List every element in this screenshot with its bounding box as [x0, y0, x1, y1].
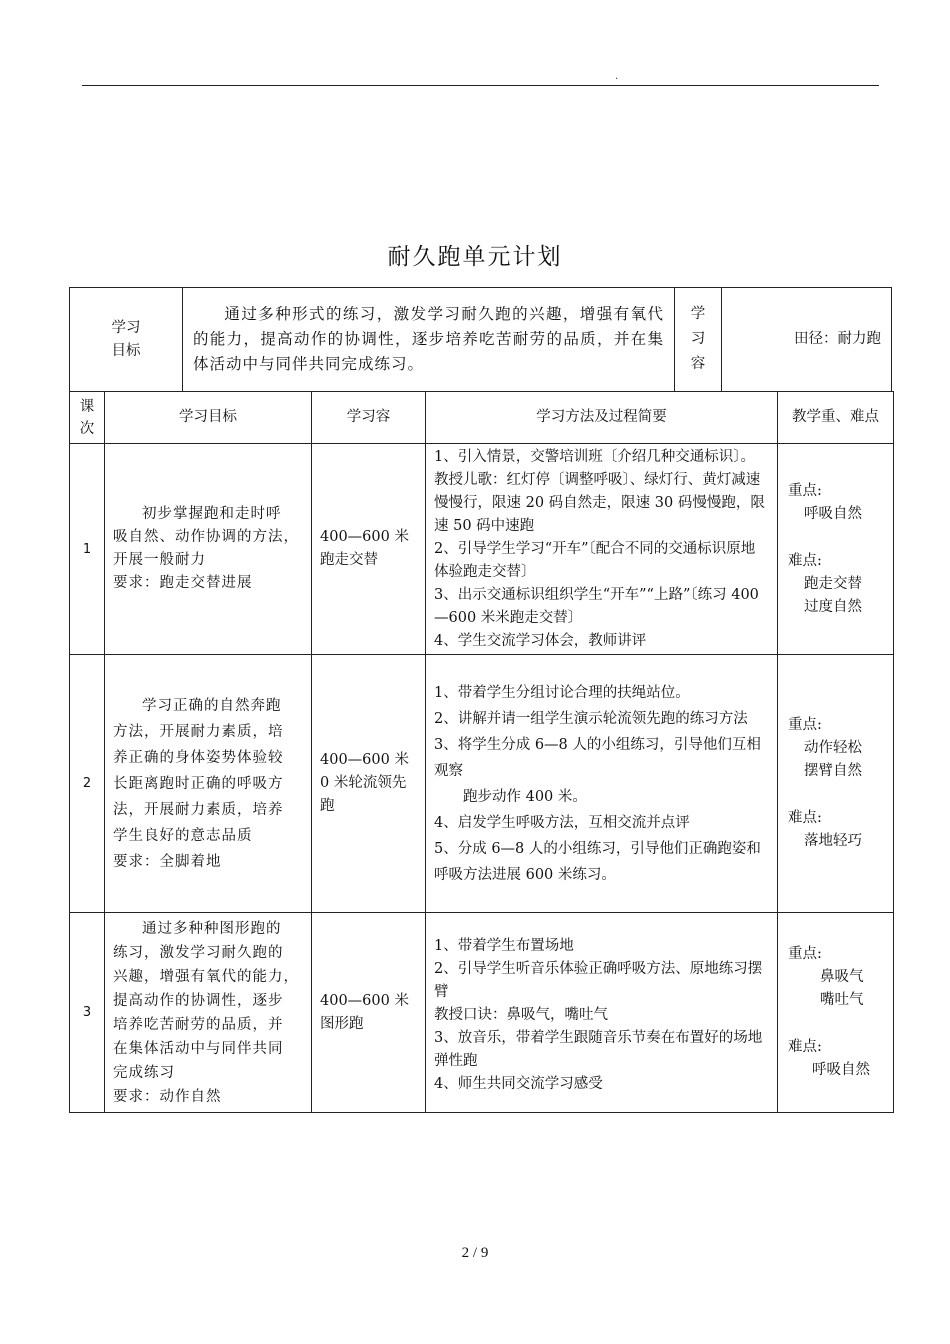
- difficulty-value: 跑走交替: [804, 575, 862, 592]
- lesson-goal: [105, 444, 312, 655]
- goal-line: 初步掌握跑和走时呼: [142, 506, 282, 522]
- lesson-number: 2: [70, 655, 105, 913]
- goal-text-content: 通过多种形式的练习，激发学习耐久跑的兴趣，增强有氧代的能力，提高动作的协调性，逐步培养吃苦耐劳的品质，并在集体活动中与同伴共同完成练习。: [193, 305, 664, 373]
- difficulty-label: 难点:: [788, 552, 822, 569]
- step-item: 2、讲解并请一组学生演示轮流领先跑的练习方法: [434, 710, 748, 727]
- step-item: 1、带着学生分组讨论合理的扶绳站位。: [434, 684, 690, 701]
- header-lesson-1: 课: [79, 398, 95, 415]
- header-key: 教学重、难点: [778, 392, 894, 444]
- goal-line: 完成练习: [113, 1064, 175, 1081]
- content-line: 跑走交替: [320, 552, 378, 568]
- lesson-number: 3: [70, 913, 105, 1113]
- header-goal: 学习目标: [105, 392, 312, 444]
- content-line: 图形跑: [320, 1015, 364, 1032]
- header-rule: [82, 85, 879, 86]
- lesson-content: [312, 913, 426, 1113]
- goal-line: 学习正确的自然奔跑: [142, 697, 282, 714]
- step-item: 1、引入情景，交警培训班〔介绍几种交通标识〕。教授儿歌：红灯停〔调整呼吸〕、绿灯行、黄灯减速慢慢行，限速 20 码自然走，限速 30 码慢慢跑，限速 50 码中速跑: [434, 448, 765, 534]
- goal-line: 法，开展耐力素质，培养: [113, 801, 284, 818]
- content-line: 400—600 米: [320, 992, 409, 1009]
- header-method: 学习方法及过程简要: [426, 392, 778, 444]
- header-content: 学习容: [312, 392, 426, 444]
- content-label-3: 容: [690, 356, 706, 372]
- difficulty-value: 过度自然: [804, 598, 862, 615]
- key-value: 嘴吐气: [820, 992, 864, 1008]
- step-item: 4、学生交流学习体会，教师讲评: [434, 632, 647, 649]
- difficulty-label: 难点:: [788, 1039, 822, 1055]
- step-item: 5、分成 6—8 人的小组练习，引导他们正确跑姿和呼吸方法进展 600 米练习。: [434, 840, 761, 883]
- table-row: [70, 913, 894, 1113]
- lesson-content: [312, 655, 426, 913]
- header-row: [70, 392, 894, 444]
- difficulty-value: 落地轻巧: [804, 833, 862, 849]
- content-line: 0 米轮流领先: [320, 775, 407, 791]
- goal-line: 培养吃苦耐劳的品质，并: [113, 1016, 284, 1033]
- content-label-1: 学: [690, 306, 706, 322]
- table-row: [70, 444, 894, 655]
- header-lesson: [70, 392, 105, 444]
- lesson-content: [312, 444, 426, 655]
- lesson-steps: [426, 655, 778, 913]
- difficulty-value: 呼吸自然: [812, 1062, 870, 1078]
- goal-line: 开展一般耐力: [113, 552, 206, 568]
- step-item: 3、将学生分成 6—8 人的小组练习，引导他们互相观察: [434, 736, 761, 779]
- lesson-keypoints: [778, 655, 894, 913]
- step-item: 4、启发学生呼吸方法，互相交流并点评: [434, 814, 690, 831]
- goal-line: 练习，激发学习耐久跑的: [113, 944, 284, 961]
- step-item: 2、引导学生听音乐体验正确呼吸方法、原地练习摆臂: [434, 961, 763, 1000]
- table-row: [70, 655, 894, 913]
- page-title: 耐久跑单元计划: [387, 244, 563, 270]
- lesson-goal: [105, 913, 312, 1113]
- lesson-keypoints: [778, 913, 894, 1113]
- goal-line: 要求：动作自然: [113, 1088, 222, 1105]
- step-item: 教授口诀：鼻吸气，嘴吐气: [434, 1007, 608, 1023]
- lesson-steps: [426, 913, 778, 1113]
- goal-text: [183, 302, 674, 377]
- goal-line: 长距离跑时正确的呼吸方: [113, 775, 284, 792]
- lesson-table: [69, 391, 894, 1113]
- content-label-cell: [675, 288, 722, 392]
- goal-line: 要求：跑走交替进展: [113, 575, 253, 591]
- summary-row: [70, 288, 892, 392]
- key-value: 鼻吸气: [820, 969, 864, 985]
- step-item: 3、出示交通标识组织学生“开车”“上路”〔练习 400—600 米米跑走交替〕: [434, 586, 759, 626]
- goal-line: 学生良好的意志品质: [113, 827, 253, 844]
- goal-line: 在集体活动中与同伴共同: [113, 1040, 284, 1057]
- goal-line: 兴趣，增强有氧代的能力，: [113, 968, 299, 985]
- key-label: 重点:: [788, 946, 822, 962]
- goal-label-2: 目标: [111, 342, 141, 359]
- step-item: 2、引导学生学习“开车”〔配合不同的交通标识原地体验跑走交替〕: [434, 540, 756, 580]
- key-value: 动作轻松: [804, 740, 862, 756]
- header-dot: .: [615, 71, 619, 82]
- content-line: 400—600 米: [320, 529, 409, 545]
- difficulty-label: 难点:: [788, 810, 822, 826]
- header-lesson-2: 次: [79, 420, 95, 437]
- key-value: 摆臂自然: [804, 763, 862, 779]
- key-value: 呼吸自然: [804, 505, 862, 522]
- goal-line: 要求：全脚着地: [113, 853, 222, 870]
- step-item: 4、师生共同交流学习感受: [434, 1076, 603, 1092]
- goal-line: 通过多种种图形跑的: [142, 920, 282, 937]
- goal-line: 提高动作的协调性，逐步: [113, 992, 284, 1009]
- content-line: 400—600 米: [320, 752, 409, 768]
- step-item: 1、带着学生布置场地: [434, 938, 574, 954]
- page-number: 2 / 9: [461, 1245, 489, 1261]
- goal-line: 方法，开展耐力素质，培: [113, 723, 284, 740]
- content-label-2: 习: [690, 331, 706, 347]
- content-value-cell: [722, 288, 892, 392]
- content-value: 田径：耐力跑: [794, 331, 881, 347]
- summary-table: [69, 287, 892, 392]
- step-item: 跑步动作 400 米。: [463, 788, 587, 805]
- goal-label-cell: [70, 288, 183, 392]
- lesson-goal: [105, 655, 312, 913]
- step-item: 3、放音乐，带着学生跟随音乐节奏在布置好的场地弹性跑: [434, 1030, 763, 1069]
- key-label: 重点:: [788, 482, 822, 499]
- lesson-steps: [426, 444, 778, 655]
- key-label: 重点:: [788, 717, 822, 733]
- goal-text-cell: [183, 288, 675, 392]
- goal-label-1: 学习: [111, 319, 141, 336]
- lesson-keypoints: [778, 444, 894, 655]
- content-line: 跑: [320, 798, 335, 814]
- lesson-number: 1: [70, 444, 105, 655]
- goal-line: 养正确的身体姿势体验较: [113, 749, 284, 766]
- goal-line: 吸自然、动作协调的方法，: [113, 529, 299, 545]
